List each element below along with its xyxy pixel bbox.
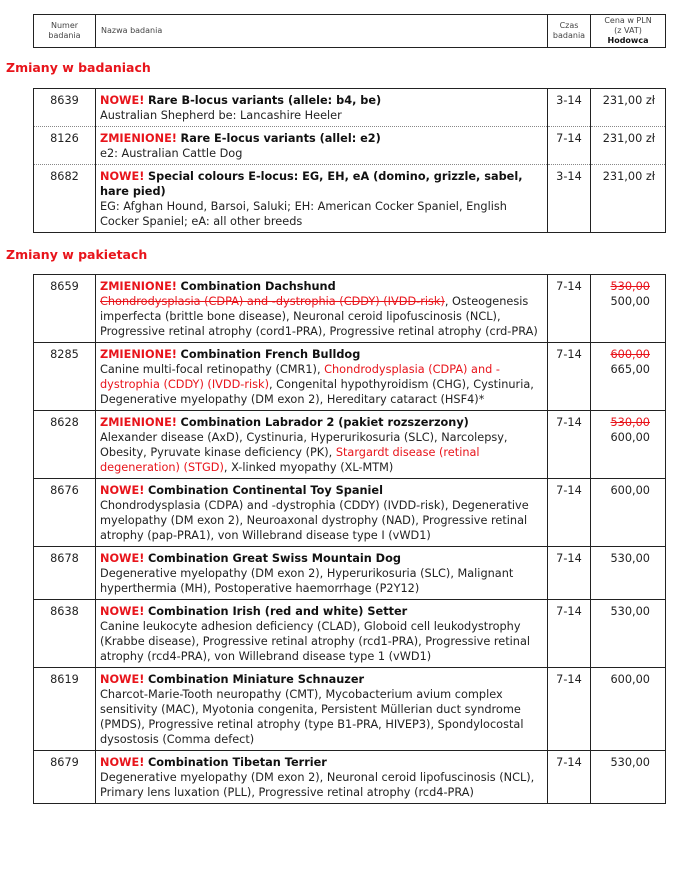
package-price-cell (591, 411, 666, 479)
test-name-cell (96, 127, 548, 165)
status-tag: NOWE! (100, 673, 145, 686)
package-row (34, 479, 666, 547)
column-header-table (33, 14, 666, 48)
package-number: 8679 (34, 751, 96, 804)
header-time (548, 15, 591, 48)
package-title: Combination Miniature Schnauzer (147, 673, 365, 686)
section-title-packages: Zmiany w pakietach (6, 247, 148, 262)
added-test-text: Stargardt disease (retinal degeneration) (STGD) (100, 446, 480, 474)
header-price-line2: (z VAT) (614, 26, 642, 35)
package-number: 8628 (34, 411, 96, 479)
package-title: Combination Dachshund (180, 280, 336, 293)
status-tag: ZMIENIONE! (100, 280, 177, 293)
package-time: 7-14 (548, 411, 591, 479)
package-price: 600,00 (610, 673, 650, 686)
section-title-tests: Zmiany w badaniach (6, 60, 151, 75)
package-price-cell (591, 479, 666, 547)
test-title: Special colours E-locus: EG, EH, eA (domino, grizzle, sabel, hare pied) (100, 170, 523, 198)
package-time: 7-14 (548, 751, 591, 804)
status-tag: NOWE! (100, 605, 145, 618)
test-number: 8682 (34, 165, 96, 233)
test-name-cell (96, 89, 548, 127)
test-description: e2: Australian Cattle Dog (100, 147, 243, 160)
package-description-after: , Osteogenesis imperfecta (brittle bone disease), Neuronal ceroid lipofuscinosis (NCL), Progressive retinal atrophy (cord1-PRA), Progressive retinal atrophy (crd-PRA) (100, 295, 538, 338)
package-row (34, 600, 666, 668)
package-number: 8619 (34, 668, 96, 751)
test-title: Rare E-locus variants (allel: e2) (180, 132, 381, 145)
test-price: 231,00 zł (591, 165, 666, 233)
header-price-line1: Cena w PLN (604, 16, 652, 25)
package-price-cell (591, 275, 666, 343)
old-price: 530,00 (610, 416, 650, 429)
header-time-line1: Czas (559, 21, 579, 30)
package-description-after: , X-linked myopathy (XL-MTM) (223, 461, 394, 474)
package-number: 8638 (34, 600, 96, 668)
old-price: 530,00 (610, 280, 650, 293)
package-title: Combination Labrador 2 (pakiet rozszerzony) (180, 416, 469, 429)
status-tag: NOWE! (100, 170, 145, 183)
package-description: Degenerative myelopathy (DM exon 2), Neuronal ceroid lipofuscinosis (NCL), Primary lens luxation (PLL), Progressive retinal atrophy (rcd4-PRA) (100, 771, 535, 799)
package-description-before: Alexander disease (AxD), Cystinuria, Hyperurikosuria (SLC), Narcolepsy, Obesity, Pyruvate kinase deficiency (PK), (100, 431, 508, 459)
package-number: 8659 (50, 280, 79, 293)
status-tag: NOWE! (100, 756, 145, 769)
package-title: Combination Continental Toy Spaniel (147, 484, 383, 497)
package-price: 530,00 (610, 756, 650, 769)
package-price-cell (591, 751, 666, 804)
test-time: 3-14 (548, 165, 591, 233)
package-price: 530,00 (610, 605, 650, 618)
status-tag: NOWE! (100, 552, 145, 565)
package-time: 7-14 (548, 547, 591, 600)
package-price-cell (591, 600, 666, 668)
package-name-cell (96, 343, 548, 411)
package-time: 7-14 (548, 275, 591, 343)
package-description: Chondrodysplasia (CDPA) and -dystrophia (CDDY) (IVDD-risk), Degenerative myelopathy (DM exon 2), Neuroaxonal dystrophy (NAD), Progressive retinal atrophy (pap-PRA1), von Willebrand disease type I (vWD1) (100, 499, 529, 542)
package-row (34, 668, 666, 751)
package-title: Combination Irish (red and white) Setter (147, 605, 408, 618)
test-number: 8126 (34, 127, 96, 165)
header-number (34, 15, 96, 48)
package-name-cell (96, 547, 548, 600)
package-price: 500,00 (610, 295, 650, 308)
header-name: Nazwa badania (96, 15, 548, 48)
status-tag: NOWE! (100, 484, 145, 497)
package-title: Combination French Bulldog (180, 348, 361, 361)
package-description: Canine leukocyte adhesion deficiency (CLAD), Globoid cell leukodystrophy (Krabbe disease), Progressive retinal atrophy (rcd1-PRA), Progressive retinal atrophy (rcd4-PRA), von Willebrand disease type 1 (vWD1) (100, 620, 531, 663)
package-number: 8678 (34, 547, 96, 600)
package-description-after: , Congenital hypothyroidism (CHG), Cystinuria, Degenerative myelopathy (DM exon 2), Hereditary cataract (HSF4)* (100, 378, 534, 406)
status-tag: NOWE! (100, 94, 145, 107)
package-price-cell (591, 668, 666, 751)
test-description: Australian Shepherd be: Lancashire Heeler (100, 109, 342, 122)
package-price: 530,00 (610, 552, 650, 565)
package-description-before: Canine multi-focal retinopathy (CMR1), (100, 363, 325, 376)
header-price (591, 15, 666, 48)
status-tag: ZMIENIONE! (100, 416, 177, 429)
package-row (34, 343, 666, 411)
package-price: 600,00 (610, 484, 650, 497)
package-description: Charcot-Marie-Tooth neuropathy (CMT), Mycobacterium avium complex sensitivity (MAC), Myotonia congenita, Persistent Müllerian duct syndrome (PMDS), Progressive retinal atrophy (type B1-PRA, HIVEP3), Spondylocostal dysostosis (Comma defect) (100, 688, 524, 746)
package-row (34, 411, 666, 479)
tests-table (33, 88, 666, 233)
package-name-cell (96, 751, 548, 804)
test-name-cell (96, 165, 548, 233)
package-time: 7-14 (548, 668, 591, 751)
package-price-cell (591, 547, 666, 600)
header-price-line3: Hodowca (607, 36, 649, 45)
added-test-text: Chondrodysplasia (CDPA) and -dystrophia (CDDY) (IVDD-risk) (100, 363, 500, 391)
header-number-line1: Numer (50, 21, 79, 30)
status-tag: ZMIENIONE! (100, 132, 177, 145)
package-description: Degenerative myelopathy (DM exon 2), Hyperurikosuria (SLC), Malignant hyperthermia (MH), Postoperative haemorrhage (P2Y12) (100, 567, 514, 595)
test-number: 8639 (50, 94, 79, 107)
removed-test-text: Chondrodysplasia (CDPA) and -dystrophia (CDDY) (IVDD-risk) (100, 295, 445, 308)
column-header-row (34, 15, 666, 48)
test-time: 7-14 (548, 127, 591, 165)
package-row (34, 275, 666, 343)
package-row (34, 547, 666, 600)
test-row (34, 127, 666, 165)
package-name-cell (96, 668, 548, 751)
status-tag: ZMIENIONE! (100, 348, 177, 361)
test-title: Rare B-locus variants (allele: b4, be) (147, 94, 382, 107)
package-price: 665,00 (610, 363, 650, 376)
package-row (34, 751, 666, 804)
package-price-cell (591, 343, 666, 411)
package-time: 7-14 (548, 479, 591, 547)
package-name-cell (96, 411, 548, 479)
header-number-line2: badania (48, 31, 81, 40)
test-price: 231,00 zł (591, 127, 666, 165)
test-time: 3-14 (548, 89, 591, 127)
test-price: 231,00 zł (591, 89, 666, 127)
package-number: 8285 (34, 343, 96, 411)
package-time: 7-14 (548, 343, 591, 411)
packages-table (33, 274, 666, 804)
package-name-cell (96, 275, 548, 343)
package-title: Combination Great Swiss Mountain Dog (147, 552, 401, 565)
package-number: 8676 (34, 479, 96, 547)
old-price: 600,00 (610, 348, 650, 361)
package-name-cell (96, 479, 548, 547)
package-time: 7-14 (548, 600, 591, 668)
header-time-line2: badania (552, 31, 586, 40)
package-title: Combination Tibetan Terrier (147, 756, 327, 769)
test-description: EG: Afghan Hound, Barsoi, Saluki; EH: American Cocker Spaniel, English Cocker Spaniel; eA: all other breeds (100, 200, 507, 228)
package-price: 600,00 (610, 431, 650, 444)
package-name-cell (96, 600, 548, 668)
test-row (34, 165, 666, 233)
test-row (34, 89, 666, 127)
